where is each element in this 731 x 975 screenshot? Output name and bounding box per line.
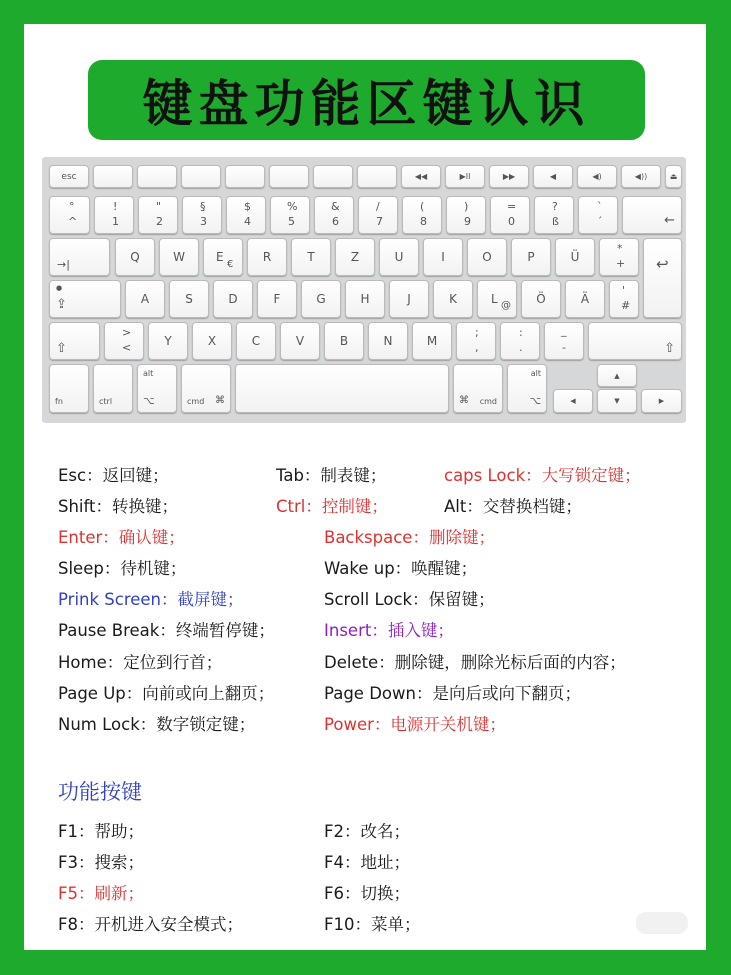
key-s: S xyxy=(169,280,209,318)
item-numlock: Num Lock：数字锁定键； xyxy=(58,715,256,734)
key-8: ( 8 xyxy=(402,196,442,234)
key-b: B xyxy=(324,322,364,360)
item-wakeup: Wake up：唤醒键； xyxy=(324,559,478,578)
key-volume-down: ◀) xyxy=(577,165,617,188)
item-ctrl: Ctrl：控制键； xyxy=(276,497,388,516)
key-play: ▶II xyxy=(445,165,485,188)
key-alt-right: alt ⌥ xyxy=(507,364,547,413)
key-0: = 0 xyxy=(490,196,530,234)
key-7: / 7 xyxy=(358,196,398,234)
key-t: T xyxy=(291,238,331,276)
key-minus: _ - xyxy=(544,322,584,360)
key-f6 xyxy=(313,165,353,188)
key-f4 xyxy=(225,165,265,188)
key-ctrl: ctrl xyxy=(93,364,133,413)
key-f5 xyxy=(269,165,309,188)
fn-item-f10: F10：菜单； xyxy=(324,915,421,934)
item-shift: Shift：转换键； xyxy=(58,497,179,516)
key-v: V xyxy=(280,322,320,360)
item-esc: Esc：返回键； xyxy=(58,466,169,485)
item-insert: Insert：插入键； xyxy=(324,621,454,640)
key-r: R xyxy=(247,238,287,276)
key-arrow-down: ▼ xyxy=(597,389,637,413)
key-return: ↩ xyxy=(643,238,682,318)
key-2: " 2 xyxy=(138,196,178,234)
key-space xyxy=(235,364,449,413)
fn-item-f2: F2：改名； xyxy=(324,822,410,841)
key-m: M xyxy=(412,322,452,360)
page-title: 键盘功能区键认识 xyxy=(142,74,591,133)
key-capslock: ● ⇪ xyxy=(49,280,121,318)
key-u: U xyxy=(379,238,419,276)
key-6: & 6 xyxy=(314,196,354,234)
item-sleep: Sleep：待机键； xyxy=(58,559,187,578)
key-f2 xyxy=(137,165,177,188)
key-i: I xyxy=(423,238,463,276)
key-esc: esc xyxy=(49,165,89,188)
key-4: $ 4 xyxy=(226,196,266,234)
item-alt: Alt：交替换档键； xyxy=(444,497,582,516)
key-fn: fn xyxy=(49,364,89,413)
key-oe: Ö xyxy=(521,280,561,318)
key-a: A xyxy=(125,280,165,318)
item-scrolllock: Scroll Lock：保留键； xyxy=(324,590,495,609)
key-ae: Ä xyxy=(565,280,605,318)
key-f3 xyxy=(181,165,221,188)
fn-item-f3: F3：搜索； xyxy=(58,853,144,872)
key-arrow-up: ▲ xyxy=(597,364,637,387)
key-f: F xyxy=(257,280,297,318)
key-forward: ▶▶ xyxy=(489,165,529,188)
key-volume-up: ◀)) xyxy=(621,165,661,188)
key-p: P xyxy=(511,238,551,276)
key-mute: ◀ xyxy=(533,165,573,188)
item-enter: Enter：确认键； xyxy=(58,528,185,547)
item-pausebreak: Pause Break：终端暂停键； xyxy=(58,621,275,640)
key-comma: ; , xyxy=(456,322,496,360)
key-j: J xyxy=(389,280,429,318)
key-tab: →| xyxy=(49,238,110,276)
key-w: W xyxy=(159,238,199,276)
key-l: L @ xyxy=(477,280,517,318)
content-card xyxy=(24,24,706,950)
key-arrow-left: ◀ xyxy=(553,389,593,413)
key-eszett: ? ß xyxy=(534,196,574,234)
item-pageup: Page Up：向前或向上翻页； xyxy=(58,684,275,703)
item-delete: Delete：删除键，删除光标后面的内容； xyxy=(324,653,626,672)
fn-item-f1: F1：帮助； xyxy=(58,822,144,841)
key-5: % 5 xyxy=(270,196,310,234)
key-shift-left: ⇧ xyxy=(49,322,100,360)
key-q: Q xyxy=(115,238,155,276)
key-backspace: ← xyxy=(622,196,682,234)
key-rewind: ◀◀ xyxy=(401,165,441,188)
key-f1 xyxy=(93,165,133,188)
keyboard-image xyxy=(42,157,686,423)
item-backspace: Backspace：删除键； xyxy=(324,528,495,547)
key-hash: ' # xyxy=(609,280,639,318)
key-e: E € xyxy=(203,238,243,276)
key-g: G xyxy=(301,280,341,318)
key-shift-right: ⇧ xyxy=(588,322,682,360)
fn-item-f5: F5：刷新； xyxy=(58,884,144,903)
item-capslock: caps Lock：大写锁定键； xyxy=(444,466,641,485)
key-plus: * + xyxy=(599,238,639,276)
key-cmd-right: ⌘ cmd xyxy=(453,364,503,413)
key-period: : . xyxy=(500,322,540,360)
key-angle: > < xyxy=(104,322,144,360)
key-caret: ° ^ xyxy=(49,196,90,234)
item-home: Home：定位到行首； xyxy=(58,653,223,672)
key-n: N xyxy=(368,322,408,360)
item-tab: Tab：制表键； xyxy=(276,466,387,485)
key-eject: ⏏ xyxy=(665,165,682,188)
fn-item-f4: F4：地址； xyxy=(324,853,410,872)
item-printscreen: Prink Screen：截屏键； xyxy=(58,590,244,609)
key-ue: Ü xyxy=(555,238,595,276)
watermark xyxy=(636,912,688,934)
item-power: Power：电源开关机键； xyxy=(324,715,506,734)
key-9: ) 9 xyxy=(446,196,486,234)
key-cmd-left: cmd ⌘ xyxy=(181,364,231,413)
key-c: C xyxy=(236,322,276,360)
key-acute: ` ´ xyxy=(578,196,618,234)
key-o: O xyxy=(467,238,507,276)
key-k: K xyxy=(433,280,473,318)
key-d: D xyxy=(213,280,253,318)
key-alt-left: alt ⌥ xyxy=(137,364,177,413)
key-3: § 3 xyxy=(182,196,222,234)
key-z: Z xyxy=(335,238,375,276)
item-pagedown: Page Down：是向后或向下翻页； xyxy=(324,684,581,703)
key-y: Y xyxy=(148,322,188,360)
key-h: H xyxy=(345,280,385,318)
key-1: ! 1 xyxy=(94,196,134,234)
key-f7 xyxy=(357,165,397,188)
section-heading-fn-keys: 功能按键 xyxy=(58,780,142,804)
fn-item-f8: F8：开机进入安全模式； xyxy=(58,915,243,934)
fn-item-f6: F6：切换； xyxy=(324,884,410,903)
key-x: X xyxy=(192,322,232,360)
key-arrow-right: ▶ xyxy=(641,389,682,413)
title-banner xyxy=(88,60,645,140)
